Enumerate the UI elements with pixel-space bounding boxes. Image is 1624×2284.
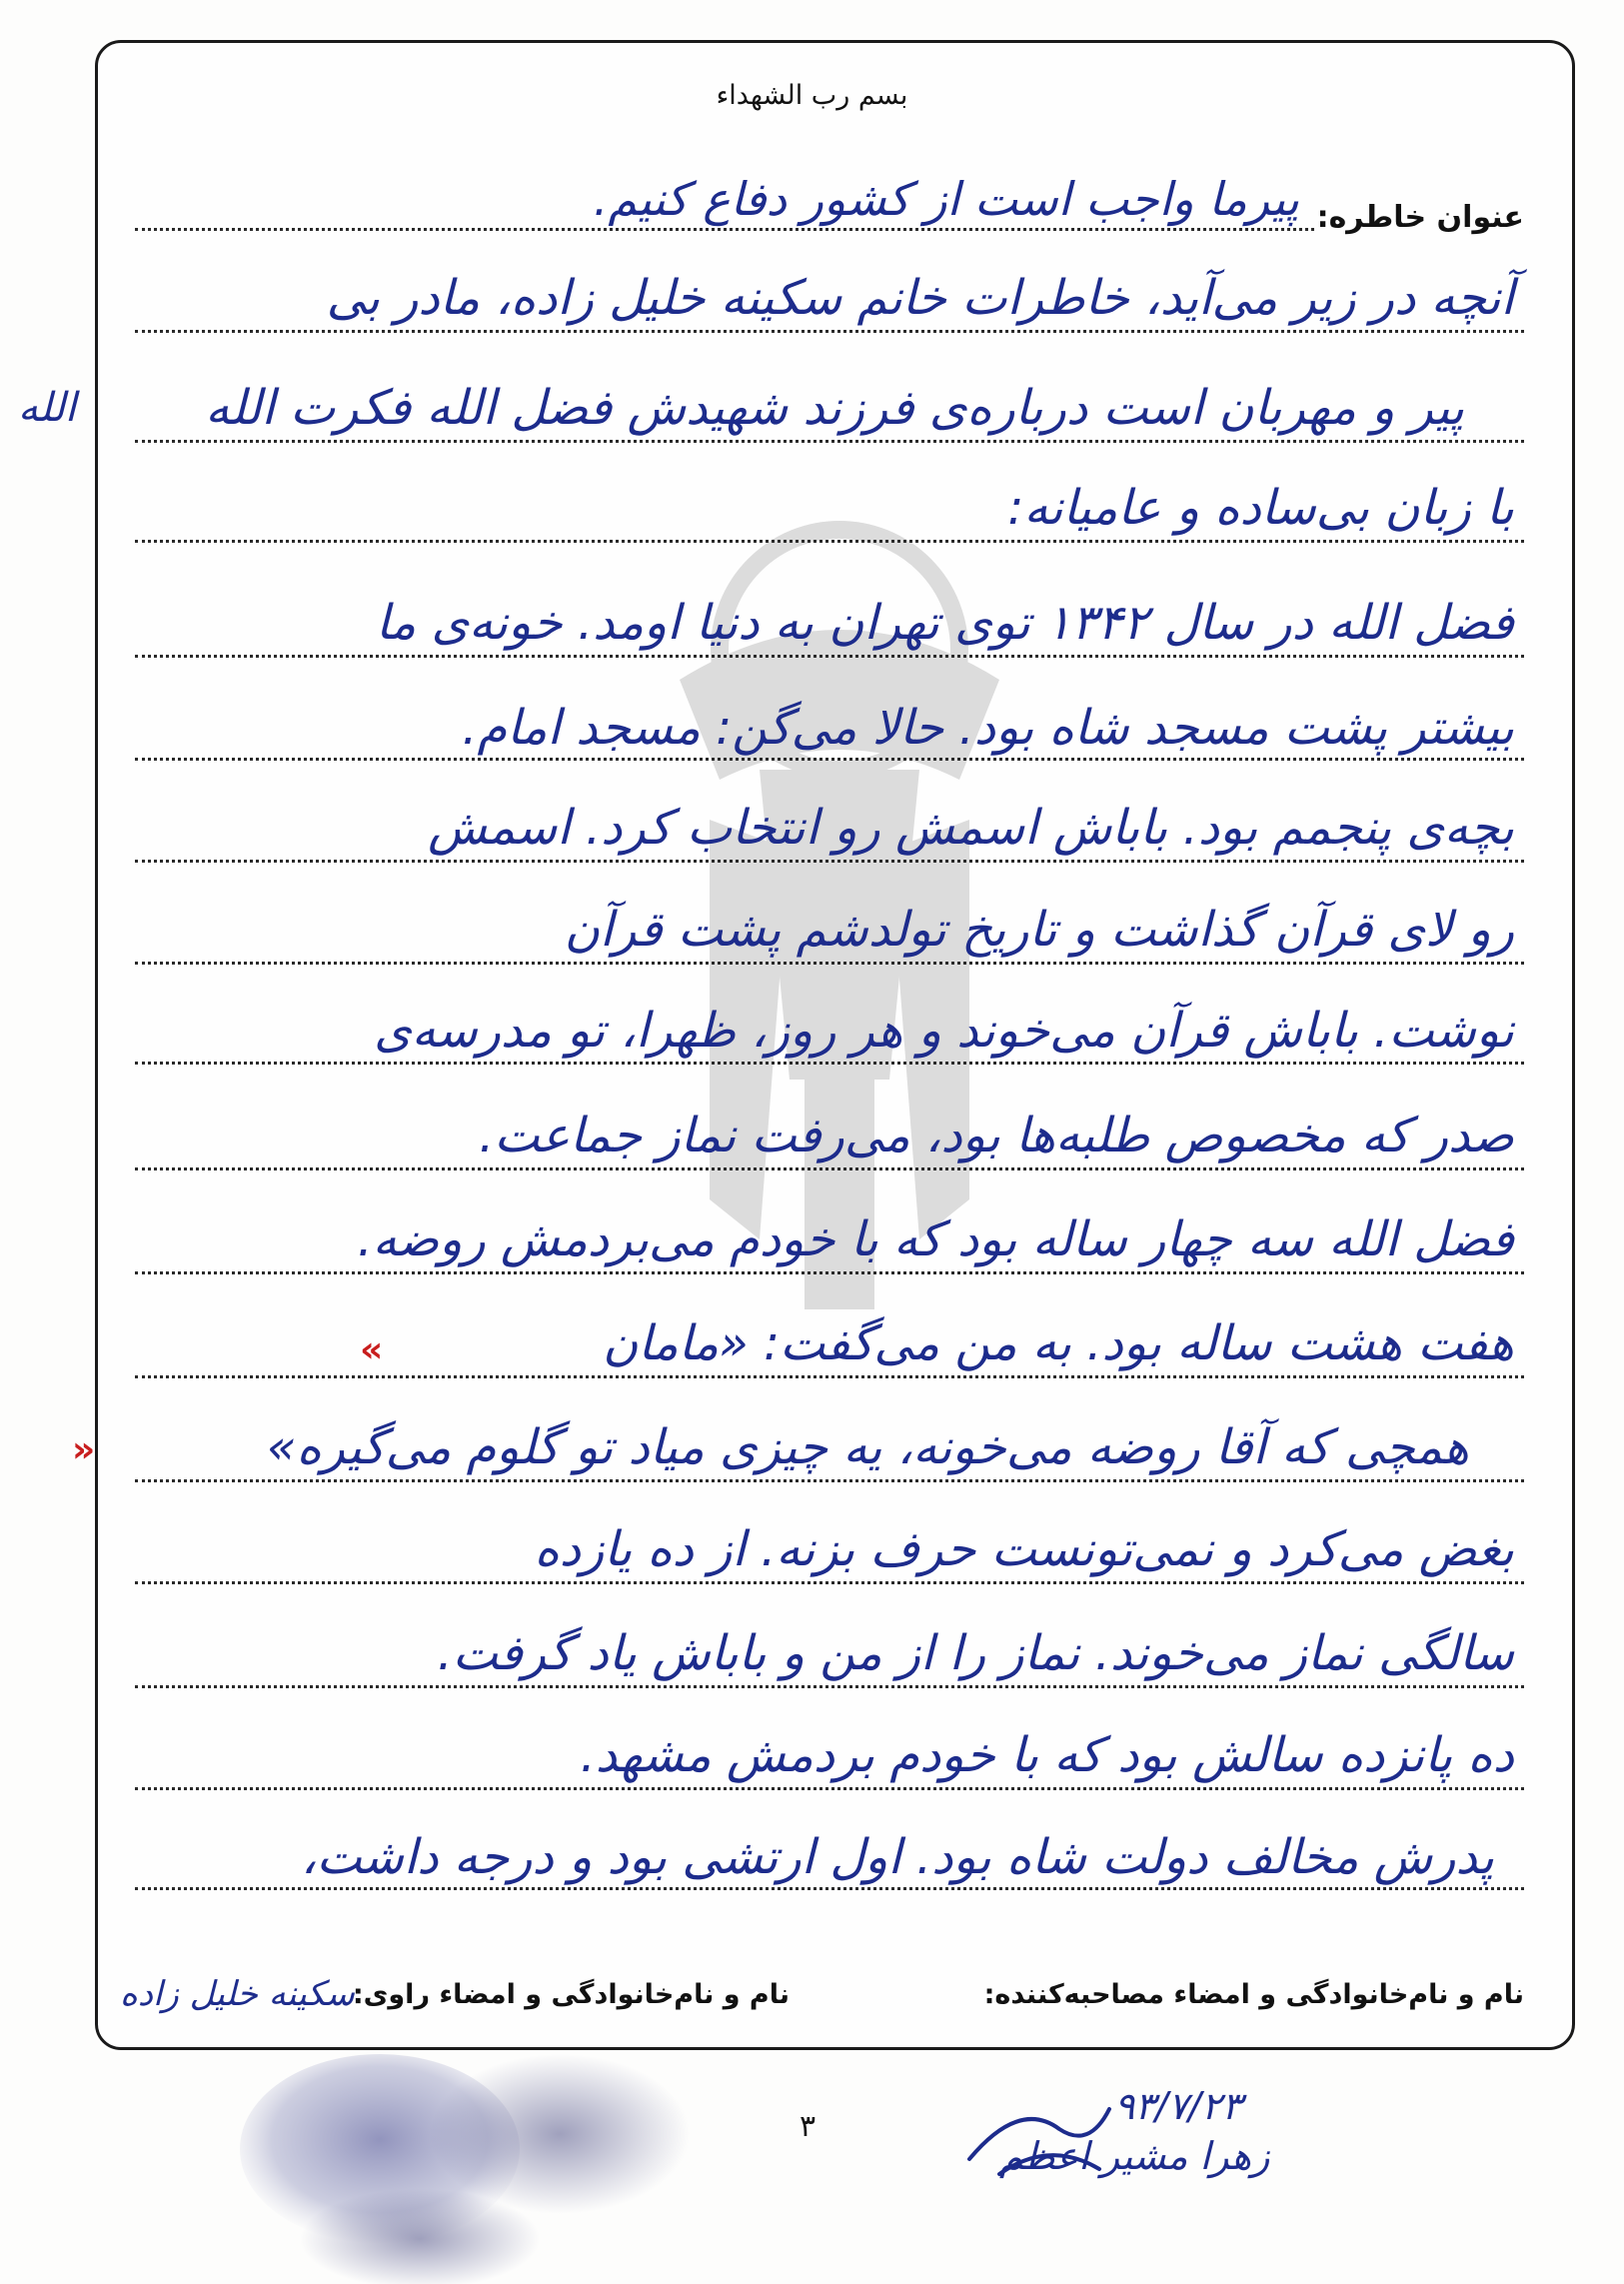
dotted-line xyxy=(135,440,1524,443)
handwritten-line-15: ده پانزده سالش بود که با خودم بردمش مشهد. xyxy=(580,1727,1514,1783)
thumbprint-stamp xyxy=(230,2049,700,2284)
handwritten-line-3: با زبان بی‌ساده و عامیانه: xyxy=(1007,480,1514,536)
dotted-line xyxy=(135,860,1524,863)
margin-note: الله xyxy=(18,385,76,431)
dotted-line xyxy=(135,1685,1524,1688)
dotted-line xyxy=(135,540,1524,543)
dotted-line xyxy=(135,758,1524,761)
dotted-line xyxy=(135,330,1524,333)
dotted-line xyxy=(135,1167,1524,1170)
handwritten-line-11: هفت هشت ساله بود. به من می‌گفت: «مامان xyxy=(603,1315,1514,1371)
narrator-signature-label: نام و نام‌خانوادگی و امضاء راوی: xyxy=(352,1979,790,2010)
handwritten-line-2: پیر و مهربان است درباره‌ی فرزند شهیدش فضل الله فکرت الله xyxy=(205,380,1464,436)
handwritten-line-13: بغض می‌کرد و نمی‌تونست حرف بزنه. از ده یازده xyxy=(534,1521,1514,1577)
handwritten-line-8: نوشت. باباش قرآن می‌خوند و هر روز، ظهرا، تو مدرسه‌ی xyxy=(374,1003,1514,1059)
dotted-line xyxy=(135,1062,1524,1065)
page-number: ۳ xyxy=(800,2109,816,2144)
memory-title-label: عنوان خاطره: xyxy=(1316,200,1524,235)
dotted-line xyxy=(135,1479,1524,1482)
handwritten-line-5: بیشتر پشت مسجد شاه بود. حالا می‌گن: مسجد امام. xyxy=(462,700,1514,756)
handwritten-line-7: رو لای قرآن گذاشت و تاریخ تولدشم پشت قرآن xyxy=(564,902,1514,958)
handwritten-name: زهرا مشیر اعظم xyxy=(999,2134,1270,2178)
handwritten-line-12: همچی که آقا روضه می‌خونه، یه چیزی میاد تو گلوم می‌گیره» xyxy=(267,1419,1469,1475)
handwritten-line-16: پدرش مخالف دولت شاه بود. اول ارتشی بود و درجه داشت، xyxy=(301,1829,1494,1885)
dotted-line xyxy=(135,1581,1524,1584)
dotted-line xyxy=(135,1787,1524,1790)
dotted-line xyxy=(135,962,1524,965)
handwritten-line-9: صدر که مخصوص طلبه‌ها بود، می‌رفت نماز جماعت. xyxy=(479,1108,1514,1163)
quote-close-mark: » xyxy=(72,1429,96,1470)
signature-flourish xyxy=(959,2079,1119,2189)
dotted-line xyxy=(135,655,1524,658)
dotted-line xyxy=(135,1887,1524,1890)
handwritten-line-14: سالگی نماز می‌خوند. نماز را از من و باباش یاد گرفت. xyxy=(437,1625,1514,1681)
handwritten-line-10: فضل الله سه چهار ساله بود که با خودم می‌بردمش روضه. xyxy=(357,1211,1514,1267)
interviewer-signature-label: نام و نام‌خانوادگی و امضاء مصاحبه‌کننده: xyxy=(983,1979,1524,2010)
handwritten-line-1: آنچه در زیر می‌آید، خاطرات خانم سکینه خلیل زاده، مادر بی‌ xyxy=(326,270,1514,326)
quote-open-mark: « xyxy=(360,1329,384,1370)
narrator-signature: سکینه خلیل زاده xyxy=(120,1974,355,2014)
handwritten-line-6: بچه‌ی پنجمم بود. باباش اسمش رو انتخاب کرد. اسمش xyxy=(428,800,1514,856)
handwritten-date: ۹۳/۷/۲۳ xyxy=(1114,2084,1242,2128)
dotted-line xyxy=(135,228,1314,231)
dotted-line xyxy=(135,1271,1524,1274)
dotted-line xyxy=(135,1375,1524,1378)
header-basmala: بسم رب الشهداء xyxy=(716,80,908,111)
handwritten-line-4: فضل الله در سال ۱۳۴۲ توی تهران به دنیا اومد. خونه‌ی ما xyxy=(375,595,1514,651)
memory-title-text: پیرما واجب است از کشور دفاع کنیم. xyxy=(593,172,1299,226)
